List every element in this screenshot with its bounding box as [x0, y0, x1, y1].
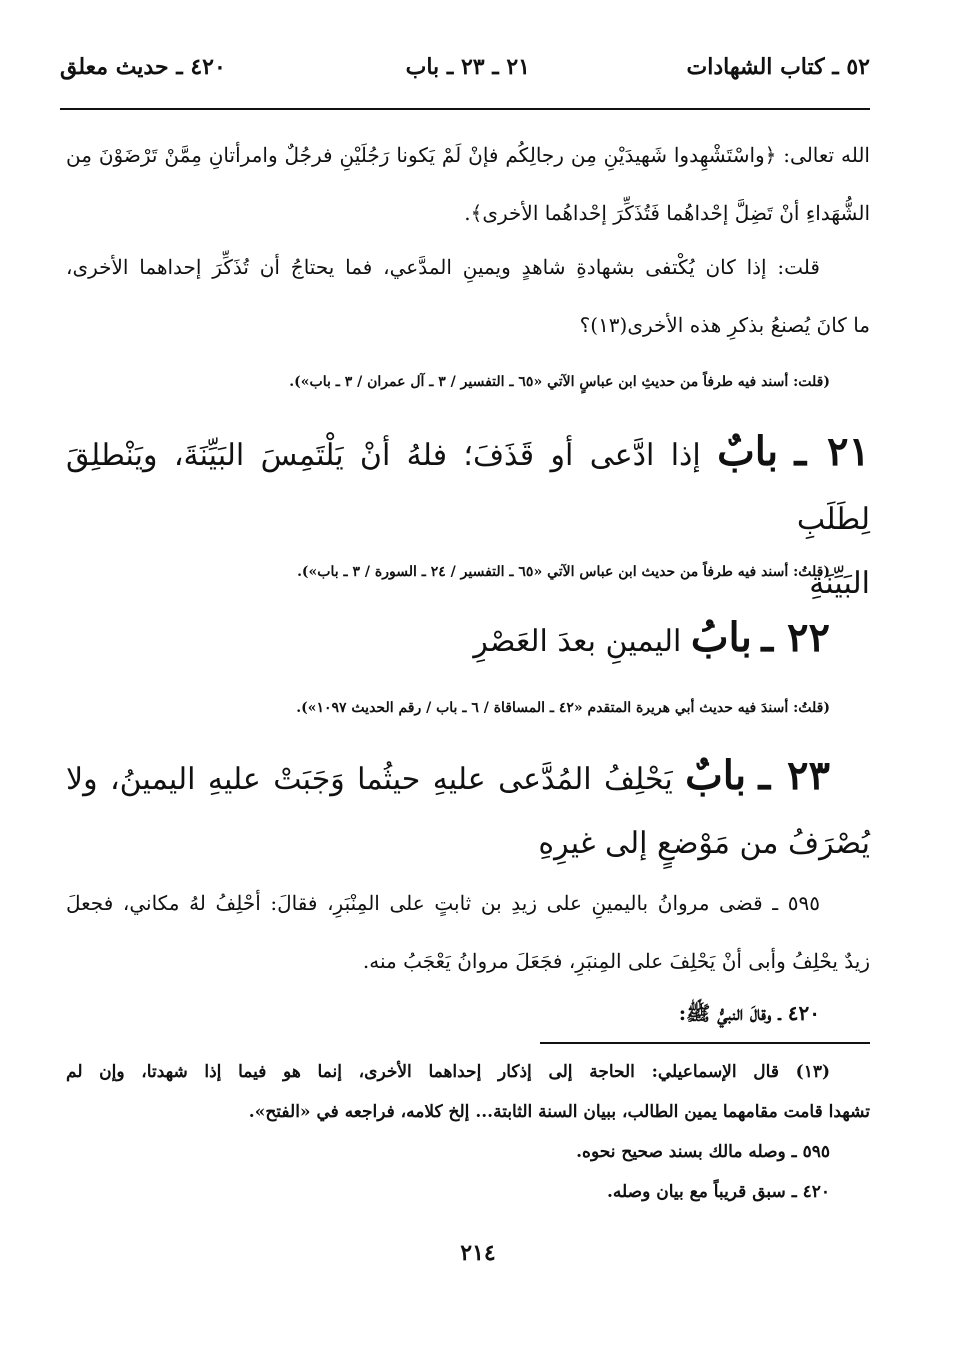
chapter-22	[66, 606, 870, 674]
intro-verse	[66, 126, 870, 242]
chapter-23-line2: يُصْرَفُ من مَوْضعٍ إلى غيرِهِ	[538, 826, 870, 861]
chapter-bab: بابٌ	[685, 752, 747, 799]
chapter-21	[66, 420, 870, 616]
chapter-21-line1	[66, 420, 870, 552]
footnote-rule	[540, 1042, 870, 1044]
chapter-title: اليمينِ بعدَ العَصْرِ	[473, 624, 682, 659]
footnotes	[66, 1052, 870, 1212]
footnote-line: ٥٩٥ ـ وصله مالك بسند صحيح نحوه.	[576, 1142, 830, 1162]
chapter-number: ٢٢ ـ	[761, 614, 830, 661]
chapter-bab: بابُ	[690, 614, 752, 661]
chapter-title: إذا ادَّعى أو قَذَفَ؛ فلهُ أنْ يَلْتَمِسَ البَيِّنَةَ، ويَنْطلِقَ لِطَلَبِ	[66, 438, 870, 537]
running-header	[60, 54, 870, 94]
text-line: قلت: إذا كان يُكْتفى بشهادةِ شاهدٍ ويمينِ المدَّعي، فما يحتاجُ أن تُذَكِّرَ إحداهما الأخرى،	[66, 255, 820, 279]
text-line: زيدٌ يحْلِفُ وأبى أنْ يَحْلِفَ على المِنبَرِ، فجَعَلَ مروانُ يَعْجَبُ منه.	[362, 949, 870, 973]
note-1: (قلت: أسند فيه طرفاً من حديثِ ابن عباسٍ الآتي «٦٥ ـ التفسير / ٣ ـ آل عمران / ٣ ـ باب»).	[289, 374, 830, 390]
chapter-22-line1	[66, 606, 870, 674]
text-line: ما كانَ يُصنعُ بذكرِ هذه الأخرى(١٣)؟	[579, 313, 870, 337]
text-line: الشُّهَداءِ أنْ تَضِلَّ إحْداهُما فَتُذَكِّرَ إحْداهُما الأخرى﴾.	[464, 201, 870, 225]
chapter-number: ٢٣ ـ	[758, 752, 830, 799]
text-line: ٥٩٥ ـ قضى مروانُ باليمينِ على زيدِ بن ثابتٍ على المِنْبَرِ، فقالَ: أحْلِفُ لهُ مكاني، فجعلَ	[66, 891, 820, 915]
text-line: الله تعالى: ﴿واسْتَشْهِدوا شَهيدَيْنِ مِن رجالِكُم فإنْ لَمْ يَكونا رَجُلَيْنِ فرجُلٌ وامرأتانِ مِمَّنْ تَرْضَوْنَ مِن	[66, 143, 870, 167]
header-rule	[60, 108, 870, 110]
footnote-line: (١٣) قال الإسماعيلي: الحاجة إلى إذكار إحداهما الأخرى، إنما هو فيما إذا شهدتا، وإن لم	[66, 1062, 830, 1082]
header-book-title: ٥٢ ـ كتاب الشهادات	[686, 54, 870, 80]
qult-paragraph	[66, 238, 870, 354]
note-3: (قلتُ: أسندَ فيه حديث أبي هريرة المتقدم «٤٢ ـ المساقاة / ٦ ـ باب / رقم الحديث ١٠٩٧»).	[296, 700, 830, 716]
header-hadith-ref: ٤٢٠ ـ حديث معلق	[60, 54, 226, 80]
chapter-number: ٢١ ـ	[794, 428, 870, 475]
note-2: (قلتُ: أسند فيه طرفاً من حديث ابن عباس الآتي «٦٥ ـ التفسير / ٢٤ ـ السورة / ٣ ـ باب»).	[297, 564, 830, 580]
header-chapter-range: ٢١ ـ ٢٣ ـ باب	[405, 54, 530, 80]
hadith-420: ٤٢٠ ـ وقالَ النبيُّ ﷺ:	[678, 1001, 820, 1025]
page-number: ٢١٤	[460, 1240, 496, 1266]
chapter-21-line2: البَيِّنَةِ	[809, 566, 870, 601]
chapter-23-line1	[66, 744, 870, 812]
footnote-line: تشهدا قامت مقامهما يمين الطالب، ببيان السنة الثابتة... إلخ كلامه، فراجعه في «الفتح».	[248, 1102, 870, 1122]
chapter-bab: بابٌ	[717, 428, 779, 475]
footnote-line: ٤٢٠ ـ سبق قريباً مع بيان وصله.	[607, 1182, 830, 1202]
hadith-595	[66, 874, 870, 990]
chapter-title: يَحْلِفُ المُدَّعى عليهِ حيثُما وَجَبَتْ عليهِ اليمينُ، ولا	[66, 762, 673, 797]
chapter-23	[66, 744, 870, 876]
